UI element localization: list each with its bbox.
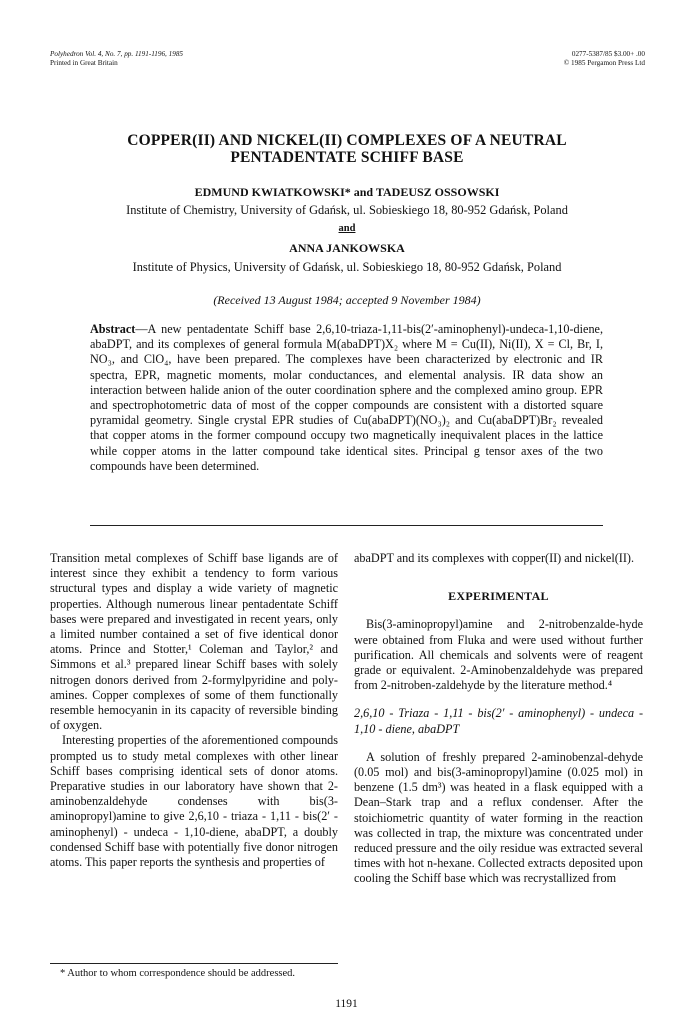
synthesis-paragraph: A solution of freshly prepared 2-aminobenzal-dehyde (0.05 mol) and bis(3-aminopropyl)amine (0.025 mol) in benzene (1.5 dm³) was heated in a flask equipped with a Dean–Stark trap and a reflux condenser. After the stoichiometric quantity of water forming in the reaction was collected in trap, the mixture was concentrated under reduced pressure and the oily residue was extracted several times with hot n-hexane. Collected extracts deposited upon cooling the Schiff base which was recrystallized from (354, 749, 643, 886)
abstract-text: —A new pentadentate Schiff base 2,6,10-triaza-1,11-bis(2′-aminophenyl)-undeca-1,10-diene, abaDPT, and its complexes of general formula M(abaDPT)X₂ where M = Cu(II), Ni(II), X = Cl, Br, I, NO₃, and ClO₄, have been prepared. The complexes have been characterized by electronic and IR spectra, EPR, magnetic moments, molar conductances, and elemental analysis. IR data show an interaction between halide anion of the outer coordination sphere and the complexed amino group. EPR and spectrophotometric data of most of the copper compounds are consistent with a distorted square pyramidal geometry. Single crystal EPR studies of Cu(abaDPT)(NO₃)₂ and Cu(abaDPT)Br₂ revealed that copper atoms in the former compound occupy two magnetically inequivalent places in the lattice while copper atoms in the latter compound take identical sites. Principal g tensor axes of the two compounds have been determined. (90, 322, 603, 473)
affiliation-physics: Institute of Physics, University of Gdańsk, ul. Sobieskiego 18, 80-952 Gdańsk, Poland (132, 260, 562, 274)
left-column (50, 551, 338, 870)
abstract-divider (90, 525, 603, 526)
journal-line: Polyhedron Vol. 4, No. 7, pp. 1191-1196, 1985 (50, 50, 184, 58)
printed-line: Printed in Great Britain (50, 58, 118, 67)
title-line-2: PENTADENTATE SCHIFF BASE (230, 149, 464, 166)
copyright-line: © 1985 Pergamon Press Ltd (563, 58, 645, 67)
abstract (90, 322, 603, 474)
footnote: * Author to whom correspondence should be addressed. (60, 968, 296, 979)
footnote-divider (50, 963, 338, 964)
title-line-1: COPPER(II) AND NICKEL(II) COMPLEXES OF A NEUTRAL (127, 132, 567, 149)
compound-subheading: 2,6,10 - Triaza - 1,11 - bis(2′ - aminophenyl) - undeca - 1,10 - diene, abaDPT (354, 706, 643, 736)
intro-paragraph-2: Interesting properties of the aforementioned compounds prompted us to study metal complexes with other linear Schiff bases comprising identical sets of donor atoms. Preparative studies in our laboratory have shown that 2-aminobenzaldehyde condenses with bis(3-aminopropyl)amine to give 2,6,10 - triaza - 1,11 - bis(2′ - aminophenyl) - undeca - 1,10-diene, abaDPT, a doubly condensed Schiff base with potentially five donor nitrogen atoms. This paper reports the synthesis and properties of (50, 733, 338, 870)
section-heading-experimental: EXPERIMENTAL (448, 589, 549, 604)
abstract-label: Abstract (90, 322, 136, 336)
and-separator: and (338, 223, 356, 234)
page-number: 1191 (335, 998, 358, 1010)
intro-paragraph-1: Transition metal complexes of Schiff base ligands are of interest since they exhibit a tendency to form various structural types and display a wide variety of magnetic properties. Although numerous linear pentadentate Schiff bases were prepared and investigated in recent years, only a limited number contained a set of five identical donor atoms. Prince and Stotter,¹ Coleman and Taylor,² and Simmons et al.³ prepared linear Schiff bases with solely nitrogen donors derived from 2-formylpyridine and poly-amines. Copper complexes of some of them functionally resemble hemocyanin in its capacity of reversible binding of oxygen. (50, 551, 338, 733)
article-title (60, 132, 634, 166)
second-author: ANNA JANKOWSKA (289, 241, 405, 255)
issn-code: 0277-5387/85 $3.00+ .00 (571, 50, 645, 58)
right-column (354, 551, 643, 887)
received-dates: (Received 13 August 1984; accepted 9 November 1984) (213, 293, 481, 307)
author-list: EDMUND KWIATKOWSKI* and TADEUSZ OSSOWSKI (194, 185, 500, 199)
copyright-block (395, 50, 645, 67)
experimental-paragraph-1: Bis(3-aminopropyl)amine and 2-nitrobenzalde-hyde were obtained from Fluka and were used without further purification. All chemicals and solvents were of reagent grade or equivalent. 2-Aminobenzaldehyde was prepared from 2-nitroben-zaldehyde by the literature method.⁴ (354, 617, 643, 693)
journal-citation (50, 50, 350, 67)
intro-continuation: abaDPT and its complexes with copper(II) and nickel(II). (354, 551, 634, 565)
affiliation-chemistry: Institute of Chemistry, University of Gdańsk, ul. Sobieskiego 18, 80-952 Gdańsk, Poland (126, 203, 568, 217)
